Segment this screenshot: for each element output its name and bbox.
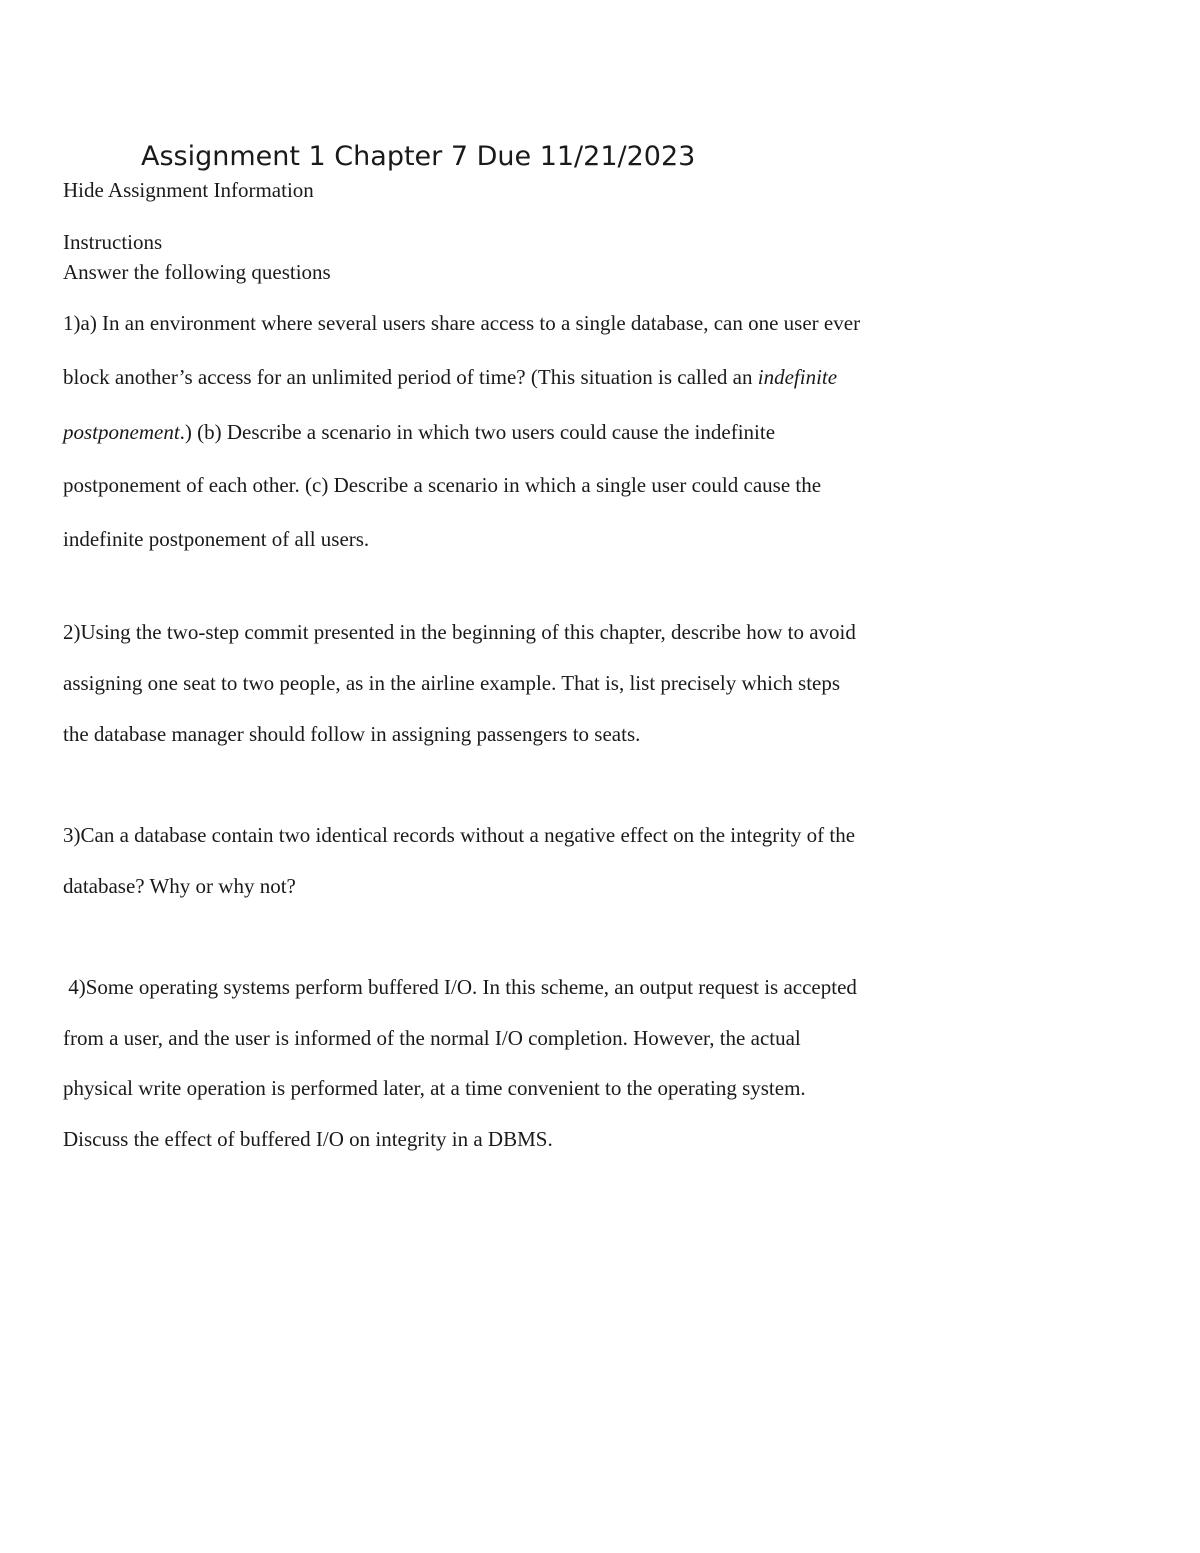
question-1-term-indefinite: indefinite (757, 365, 838, 389)
question-1-line-5: indefinite postponement of all users. (63, 527, 370, 551)
question-1-line-2 (63, 363, 837, 391)
question-2-line-2: assigning one seat to two people, as in the airline example. That is, list precisely which steps (63, 671, 841, 695)
question-4-line-1: 4)Some operating systems perform buffered I/O. In this scheme, an output request is accepted (63, 975, 857, 999)
hide-assignment-info-link[interactable]: Hide Assignment Information (63, 178, 314, 202)
question-2-line-3: the database manager should follow in assigning passengers to seats. (63, 722, 641, 746)
question-1-line-4: postponement of each other. (c) Describe a scenario in which a single user could cause the (63, 473, 822, 497)
question-1-line-3 (63, 418, 775, 446)
instructions-heading: Instructions (63, 230, 163, 254)
question-4-line-4: Discuss the effect of buffered I/O on integrity in a DBMS. (63, 1127, 553, 1151)
question-2-line-1: 2)Using the two-step commit presented in the beginning of this chapter, describe how to avoid (63, 620, 856, 644)
question-1-line-2-text: block another’s access for an unlimited period of time? (This situation is called an (63, 365, 758, 389)
question-4-line-2: from a user, and the user is informed of the normal I/O completion. However, the actual (63, 1026, 801, 1050)
question-4-line-3: physical write operation is performed later, at a time convenient to the operating system. (63, 1076, 806, 1100)
question-1-term-postponement: postponement (63, 420, 180, 444)
question-1-line-1: 1)a) In an environment where several users share access to a single database, can one user ever (63, 311, 861, 335)
instructions-text: Answer the following questions (63, 260, 331, 284)
question-3-line-2: database? Why or why not? (63, 874, 296, 898)
question-1-line-3-text: .) (b) Describe a scenario in which two users could cause the indefinite (179, 420, 776, 444)
question-3-line-1: 3)Can a database contain two identical records without a negative effect on the integrity of the (63, 823, 856, 847)
page-title: Assignment 1 Chapter 7 Due 11/21/2023 (141, 141, 696, 172)
